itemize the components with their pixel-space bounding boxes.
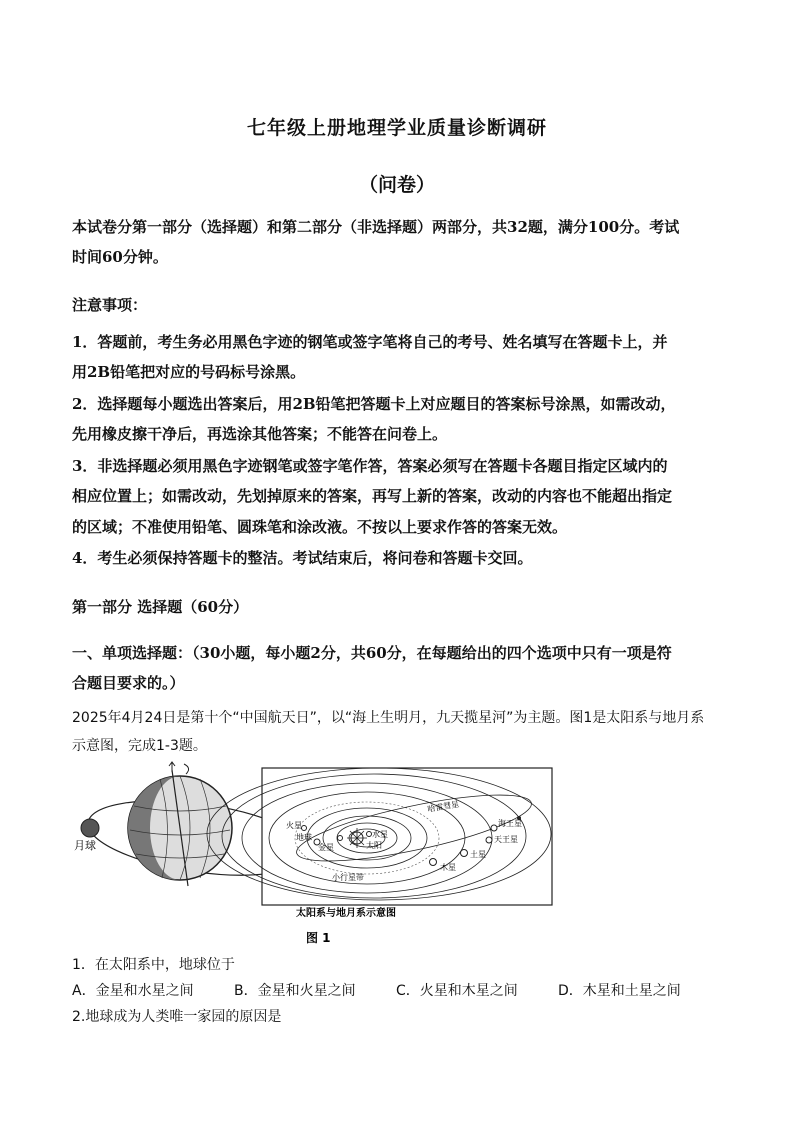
q1-option-a: A．金星和水星之间 — [72, 983, 194, 999]
neptune-label: 海王星 — [498, 819, 522, 828]
q1-option-d: D．木星和土星之间 — [558, 983, 681, 999]
venus-label: 金星 — [318, 843, 334, 852]
figure-number: 图 1 — [306, 931, 331, 945]
intro-line: 本试卷分第一部分（选择题）和第二部分（非选择题）两部分，共32题，满分100分。考试 — [72, 218, 680, 236]
notice-line: 的区域；不准使用铅笔、圆珠笔和涂改液。不按以上要求作答的答案无效。 — [72, 518, 568, 536]
q1-stem: 1．在太阳系中，地球位于 — [72, 957, 235, 973]
moon-label: 月球 — [74, 839, 96, 852]
notice-line: 相应位置上；如需改动，先划掉原来的答案，再写上新的答案，改动的内容也不能超出指定 — [72, 487, 673, 505]
section-heading: 一、单项选择题：（30小题，每小题2分，共60分，在每题给出的四个选项中只有一项是符 — [72, 644, 672, 662]
uranus-label: 天王星 — [494, 835, 518, 844]
comet-label: 哈雷彗星 — [426, 799, 460, 814]
moon-icon — [81, 819, 99, 837]
notice-heading: 注意事项： — [72, 296, 148, 314]
passage-line: 2025年4月24日是第十个“中国航天日”，以“海上生明月，九天揽星河”为主题。图1是太阳系与地月系 — [72, 710, 705, 726]
notice-line: 1．答题前，考生务必用黑色字迹的钢笔或签字笔将自己的考号、姓名填写在答题卡上，并 — [72, 333, 668, 351]
q1-option-c: C．火星和木星之间 — [396, 983, 518, 999]
notice-line: 用2B铅笔把对应的号码标号涂黑。 — [72, 363, 306, 381]
q1-option-b: B．金星和火星之间 — [234, 983, 356, 999]
notice-line: 先用橡皮擦干净后，再选涂其他答案；不能答在问卷上。 — [72, 425, 448, 443]
passage-line: 示意图，完成1-3题。 — [72, 738, 207, 754]
page-title: 七年级上册地理学业质量诊断调研 — [246, 117, 547, 139]
solar-system-figure — [74, 758, 574, 948]
q2-stem: 2.地球成为人类唯一家园的原因是 — [72, 1009, 282, 1025]
mercury-label: 水星 — [372, 830, 388, 839]
notice-line: 3．非选择题必须用黑色字迹钢笔或签字笔作答，答案必须写在答题卡各题目指定区域内的 — [72, 457, 668, 475]
asteroid-belt-label: 小行星带 — [332, 873, 364, 882]
saturn-label: 土星 — [470, 850, 486, 859]
diagram-caption: 太阳系与地月系示意图 — [296, 908, 396, 919]
part1-heading: 第一部分 选择题（60分） — [72, 598, 249, 616]
mars-label: 火星 — [286, 821, 302, 830]
earth-label: 地球 — [296, 833, 312, 842]
solar-system-diagram — [207, 768, 552, 945]
sun-label: 太阳 — [366, 841, 382, 850]
notice-line: 4．考生必须保持答题卡的整洁。考试结束后，将问卷和答题卡交回。 — [72, 549, 533, 567]
notice-line: 2．选择题每小题选出答案后，用2B铅笔把答题卡上对应题目的答案标号涂黑，如需改动， — [72, 395, 676, 413]
jupiter-label: 木星 — [440, 863, 456, 872]
section-heading: 合题目要求的。） — [72, 674, 185, 692]
page-subtitle: （问卷） — [358, 174, 435, 196]
intro-line: 时间60分钟。 — [72, 248, 168, 266]
